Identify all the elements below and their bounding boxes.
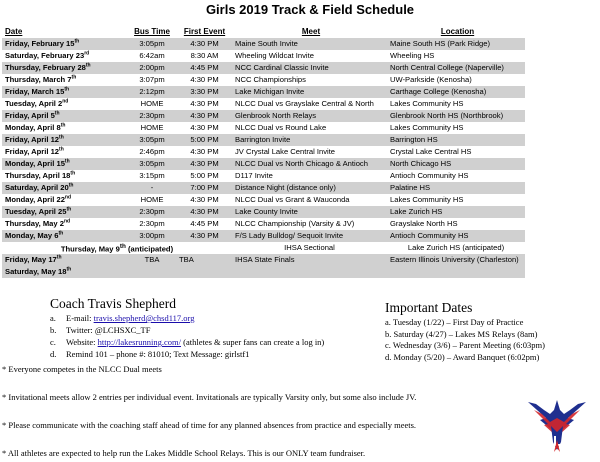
row-first-event: 4:45 PM xyxy=(190,219,219,229)
row-meet: Barrington Invite xyxy=(232,134,387,146)
row-date: Thursday, March 7th xyxy=(5,74,77,85)
row-first-event: 4:30 PM xyxy=(190,123,219,133)
header-row xyxy=(2,27,525,38)
row-bus-time: 3:00pm xyxy=(127,230,177,242)
row-first-event: 5:00 PM xyxy=(190,171,219,181)
row-first-event: 7:00 PM xyxy=(177,182,232,194)
note: * Please communicate with the coaching staff ahead of time for any planned absences from practice and especially meets. xyxy=(2,420,417,430)
schedule-row xyxy=(2,74,525,86)
col-header: First Event xyxy=(183,27,226,37)
row-location: Lakes Community HS xyxy=(390,99,464,109)
row-location: Antioch Community HS xyxy=(387,230,525,242)
row-first-event: 4:30 PM xyxy=(177,158,232,170)
row-bus-time: 3:05pm xyxy=(127,158,177,170)
schedule-row-state xyxy=(2,254,525,266)
schedule-row xyxy=(2,146,525,158)
row-bus-time: 2:12pm xyxy=(127,86,177,98)
row-meet: Glenbrook North Relays xyxy=(232,110,387,122)
note: * All athletes are expected to help run the Lakes Middle School Relays. This is our ONLY team fundraiser. xyxy=(2,448,366,458)
row-date: Friday, March 15th xyxy=(2,86,127,98)
row-meet: F/S Lady Bulldog/ Sequoit Invite xyxy=(232,230,387,242)
row-meet: NLCC Dual vs North Chicago & Antioch xyxy=(232,158,387,170)
row-date: Monday, May 6th xyxy=(2,230,127,242)
important-date-item: d. Monday (5/20) – Award Banquet (6:02pm) xyxy=(385,351,540,362)
row-first-event: 4:30 PM xyxy=(190,99,219,109)
schedule-row-sectional xyxy=(2,242,525,254)
contact-link[interactable]: travis.shepherd@chsd117.org xyxy=(93,313,195,323)
row-date: Friday, May 17th xyxy=(2,254,127,266)
coach-heading: Coach Travis Shepherd xyxy=(50,296,176,311)
row-bus-time: HOME xyxy=(140,195,164,205)
row-location: Carthage College (Kenosha) xyxy=(387,86,525,98)
row-bus-time: 3:05pm xyxy=(127,134,177,146)
row-location: Glenbrook North HS (Northbrook) xyxy=(387,110,525,122)
row-meet: NLCC Championship (Varsity & JV) xyxy=(235,219,355,229)
schedule-table xyxy=(2,27,525,278)
schedule-row xyxy=(2,170,525,182)
schedule-row xyxy=(2,110,525,122)
row-bus-time: HOME xyxy=(140,123,164,133)
row-meet: D117 Invite xyxy=(235,171,273,181)
row-location: Grayslake North HS xyxy=(390,219,458,229)
row-date: Friday, April 12th xyxy=(2,134,127,146)
row-first-event: 5:00 PM xyxy=(177,134,232,146)
row-bus-time: TBA xyxy=(127,254,177,266)
row-meet: NLCC Dual vs Grayslake Central & North xyxy=(235,99,374,109)
col-header: Meet xyxy=(301,27,321,37)
contact-link[interactable]: http://lakesrunning.com/ xyxy=(97,337,181,347)
row-meet: Distance Night (distance only) xyxy=(232,182,387,194)
row-bus-time: 3:05pm xyxy=(127,38,177,50)
row-location: Lake Zurich HS xyxy=(387,206,525,218)
row-date: Saturday, April 20th xyxy=(2,182,127,194)
schedule-row xyxy=(2,218,525,230)
important-dates-heading: Important Dates xyxy=(385,300,473,315)
row-meet: JV Crystal Lake Central Invite xyxy=(235,147,336,157)
row-bus-time: 2:00pm xyxy=(127,62,177,74)
page-title: Girls 2019 Track & Field Schedule xyxy=(205,2,415,17)
row-date: Thursday, May 2nd xyxy=(5,218,71,229)
row-meet: Wheeling Wildcat Invite xyxy=(235,51,314,61)
row-first-event: 4:30 PM xyxy=(190,195,219,205)
row-date: Tuesday, April 2nd xyxy=(5,98,69,109)
row-location: Barrington HS xyxy=(387,134,525,146)
row-date: Saturday, May 18th xyxy=(2,266,127,278)
row-first-event: 4:30 PM xyxy=(190,147,219,157)
schedule-row xyxy=(2,50,525,62)
row-bus-time: 2:30pm xyxy=(139,219,165,229)
coach-contact-line[interactable]: a. E-mail: travis.shepherd@chsd117.org xyxy=(50,313,195,323)
row-date: Friday, April 5th xyxy=(2,110,127,122)
schedule-row xyxy=(2,98,525,110)
row-date: Tuesday, April 25th xyxy=(2,206,127,218)
row-date: Monday, April 22nd xyxy=(5,194,72,205)
schedule-row xyxy=(2,38,525,50)
schedule-row xyxy=(2,134,525,146)
row-first-event: 4:30 PM xyxy=(177,38,232,50)
row-meet: IHSA State Finals xyxy=(232,254,387,266)
row-location: Antioch Community HS xyxy=(390,171,469,181)
important-dates xyxy=(385,300,600,363)
row-bus-time: HOME xyxy=(140,99,164,109)
coach-contact-line[interactable]: c. Website: http://lakesrunning.com/ (athletes & super fans can create a log in) xyxy=(50,337,325,347)
important-date-item: c. Wednesday (3/6) – Parent Meeting (6:03pm) xyxy=(385,340,545,350)
row-first-event: TBA xyxy=(177,254,232,266)
important-date-item: a. Tuesday (1/22) – First Day of Practice xyxy=(385,317,524,327)
row-bus-time: 2:46pm xyxy=(139,147,165,157)
row-meet: Lake County Invite xyxy=(232,206,387,218)
row-date: Saturday, February 23rd xyxy=(5,50,90,61)
row-date: Thursday, February 28th xyxy=(2,62,127,74)
row-location: Wheeling HS xyxy=(390,51,435,61)
lakes-eagle-logo-icon xyxy=(524,396,590,456)
row-bus-time: 3:15pm xyxy=(139,171,165,181)
row-meet: NLCC Dual vs Grant & Wauconda xyxy=(235,195,350,205)
col-header: Date xyxy=(5,27,23,37)
coach-contact-line: d. Remind 101 – phone #: 81010; Text Message: girlstf1 xyxy=(50,349,250,359)
row-location: UW-Parkside (Kenosha) xyxy=(390,75,472,85)
row-bus-time: 2:30pm xyxy=(127,206,177,218)
row-date: Monday, April 15th xyxy=(2,158,127,170)
row-date: Thursday, May 9th (anticipated) xyxy=(60,243,174,254)
row-meet: NCC Cardinal Classic Invite xyxy=(232,62,387,74)
row-location: Crystal Lake Central HS xyxy=(390,147,472,157)
schedule-row xyxy=(2,158,525,170)
schedule-row xyxy=(2,62,525,74)
schedule-row xyxy=(2,182,525,194)
row-first-event: 4:30 PM xyxy=(177,230,232,242)
row-first-event: 4:45 PM xyxy=(177,62,232,74)
row-meet: NLCC Dual vs Round Lake xyxy=(235,123,327,133)
row-location: Lake Zurich HS (anticipated) xyxy=(407,243,505,253)
row-date: Friday, April 12th xyxy=(5,146,64,157)
row-first-event: 4:30 PM xyxy=(177,110,232,122)
schedule-row xyxy=(2,122,525,134)
col-header: Location xyxy=(440,27,475,37)
schedule-row xyxy=(2,86,525,98)
row-date: Monday, April 8th xyxy=(5,122,66,133)
row-first-event: 8:30 AM xyxy=(190,51,219,61)
row-first-event: 4:30 PM xyxy=(190,75,219,85)
row-meet: Maine South Invite xyxy=(232,38,387,50)
coach-contact xyxy=(50,296,380,360)
row-first-event: 3:30 PM xyxy=(177,86,232,98)
row-first-event: 4:30 PM xyxy=(177,206,232,218)
schedule-row xyxy=(2,206,525,218)
col-header: Bus Time xyxy=(134,27,170,37)
row-meet: NCC Championships xyxy=(235,75,306,85)
note: * Invitational meets allow 2 entries per individual event. Invitationals are typically Varsity only, but some also include JV. xyxy=(2,392,417,402)
row-meet: Lake Michigan Invite xyxy=(232,86,387,98)
row-location: Lakes Community HS xyxy=(390,123,464,133)
row-date: Thursday, April 18th xyxy=(5,170,76,181)
row-bus-time: 6:42am xyxy=(139,51,165,61)
row-location: North Chicago HS xyxy=(387,158,525,170)
row-meet: IHSA Sectional xyxy=(284,243,335,253)
note: * Everyone competes in the NLCC Dual meets xyxy=(2,364,162,374)
schedule-row xyxy=(2,194,525,206)
coach-contact-line: b. Twitter: @LCHSXC_TF xyxy=(50,325,151,335)
row-location: Lakes Community HS xyxy=(390,195,464,205)
schedule-row xyxy=(2,230,525,242)
row-location: Palatine HS xyxy=(387,182,525,194)
row-bus-time: 3:07pm xyxy=(139,75,165,85)
row-date: Friday, February 15th xyxy=(2,38,127,50)
row-location: Eastern Illinois University (Charleston) xyxy=(387,254,525,266)
schedule-row-state-2 xyxy=(2,266,525,278)
important-date-item: b. Saturday (4/27) – Lakes MS Relays (8am) xyxy=(385,328,538,339)
row-location: North Central College (Naperville) xyxy=(387,62,525,74)
row-bus-time: 2:30pm xyxy=(127,110,177,122)
row-bus-time: - xyxy=(127,182,177,194)
row-location: Maine South HS (Park Ridge) xyxy=(387,38,525,50)
